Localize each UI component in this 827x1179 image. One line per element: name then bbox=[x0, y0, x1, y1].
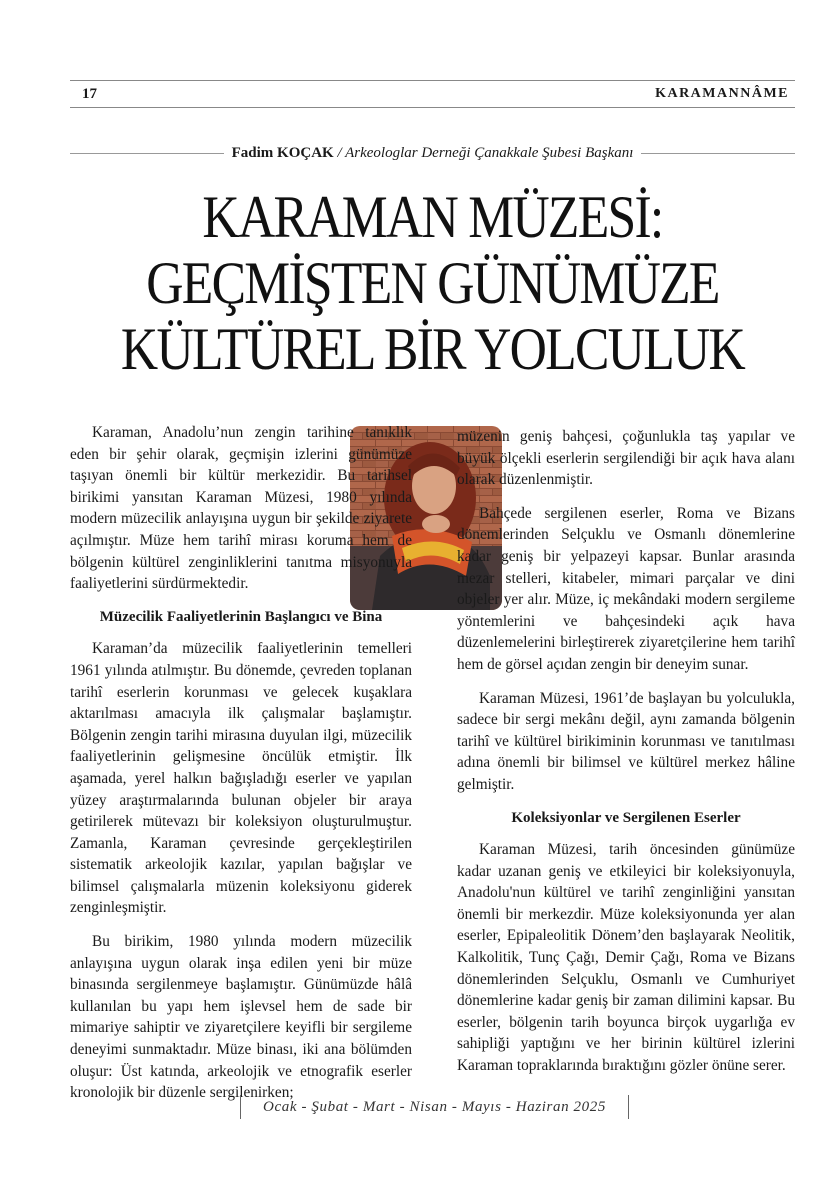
photo-wrap-spacer bbox=[373, 426, 457, 631]
paragraph-building: Bu birikim, 1980 yılında modern müzecilik anlayışına uygun olarak inşa edilen yeni bir müze binasında sergilenmeye başlamıştır. Günümüzde hâlâ kullanılan bu yapı hem işlevsel hem de sade bir mimariye sahiptir ve ziyaretçilere keyifli bir sergileme deneyimi sunmaktadır. Müze binası, iki ana bölümden oluşur: Üst katında, arkeolojik ve etnografik eserler kronolojik bir düzenle sergilenirken; bbox=[70, 933, 412, 1102]
issue-footer bbox=[240, 1095, 629, 1119]
intro-paragraph: Karaman, Anadolu’nun zengin tarihine tanıklık eden bir şehir olarak, geçmişin izlerini günümüze taşıyan önemli bir kültür merkezidir. Bu tarihsel birikimi yansıtan Karaman Müzesi, 1980 yılında modern müzecilik anlayışına uygun bir şekilde ziyarete açılmıştır. Müze hem tarihî mirası koruma hem de bölgenin kültürel zenginliklerini tanıtma misyonuyla faaliyetlerini sürdürmektedir. bbox=[70, 424, 412, 593]
title-line-2: GEÇMİŞTEN GÜNÜMÜZE bbox=[146, 250, 719, 316]
author-role: / Arkeologlar Derneği Çanakkale Şubesi Başkanı bbox=[337, 144, 634, 161]
left-column bbox=[70, 422, 412, 1116]
page-number: 17 bbox=[82, 86, 97, 102]
header-rule-top bbox=[70, 80, 795, 81]
paragraph-collections: Karaman Müzesi, tarih öncesinden günümüze kadar uzanan geniş ve etkileyici bir koleksiyonuyla, Anadolu'nun kültürel ve tarihî zenginliğini yansıtan önemli bir merkezdir. Müze koleksiyonunda yer alan eserler, Epipaleolitik Dönem’den başlayarak Neolitik, Kalkolitik, Tunç Çağı, Demir Çağı, Roma ve Bizans dönemlerinden Selçuklu, Osmanlı ve Cumhuriyet dönemlerine kadar geniş bir zaman dilimini kapsar. Bu eserler, bölgenin tarih boyunca birçok uygarlığa ev sahipliği yaptığını ve her birinin kültürel izlerini Karaman topraklarında bıraktığını gözler önüne serer. bbox=[457, 841, 795, 1075]
byline-rule-left bbox=[70, 153, 224, 154]
header-rule-bottom bbox=[70, 107, 795, 108]
magazine-name: KARAMANNÂME bbox=[655, 86, 789, 101]
title-line-1: KARAMAN MÜZESİ: bbox=[202, 184, 663, 250]
byline bbox=[224, 145, 642, 162]
section-heading-collections: Koleksiyonlar ve Sergilenen Eserler bbox=[511, 809, 741, 826]
author-name: Fadim KOÇAK bbox=[231, 144, 334, 161]
byline-rule-right bbox=[641, 153, 795, 154]
paragraph-garden: müzenin geniş bahçesi, çoğunlukla taş yapılar ve büyük ölçekli eserlerin sergilendiği bir açık hava alanı olarak düzenlenmiştir. bbox=[457, 428, 795, 489]
right-column bbox=[457, 426, 795, 1089]
paragraph-garden-works: Bahçede sergilenen eserler, Roma ve Bizans dönemlerinden Selçuklu ve Osmanlı dönemlerine kadar geniş bir yelpazeyi kapsar. Bunlar arasında mezar stelleri, kitabeler, mimari parçalar ve dini objeler yer alır. Müze, iç mekândaki modern sergileme yöntemlerini ve bahçesindeki açık hava düzenlemelerini birleştirerek ziyaretçilerine hem tarihî hem de görsel açıdan zengin bir deneyim sunar. bbox=[457, 504, 795, 673]
section-heading-beginnings: Müzecilik Faaliyetlerinin Başlangıcı ve Bina bbox=[99, 608, 383, 625]
paragraph-history: Karaman’da müzecilik faaliyetlerinin temelleri 1961 yılında atılmıştır. Bu dönemde, çevreden toplanan tarihî eserlerin korunması ve gelecek kuşaklara aktarılması amacıyla ilk çalışmalar başlamıştır. Bölgenin zengin tarihi mirasına duyulan ilgi, müzecilik faaliyetlerinin gelişmesine öncülük etmiştir. İlk aşamada, yerel halkın bağışladığı eserler ve yapılan yüzey araştırmalarında bulunan objeler bir araya getirilerek mütevazı bir koleksiyon oluşturulmuştur. Zamanla, Karaman çevresinde gerçekleştirilen sistematik arkeolojik kazılar, yapılan bağışlar ve bilimsel çalışmalarla müzenin koleksiyonu giderek zenginleşmiştir. bbox=[70, 640, 412, 917]
title-line-3: KÜLTÜREL BİR YOLCULUK bbox=[120, 316, 745, 382]
issue-dates: Ocak - Şubat - Mart - Nisan - Mayıs - Haziran 2025 bbox=[263, 1098, 606, 1115]
byline-row bbox=[70, 142, 795, 164]
paragraph-journey: Karaman Müzesi, 1961’de başlayan bu yolculukla, sadece bir sergi mekânı değil, aynı zamanda bölgenin tarihî ve kültürel birikiminin korunması ve tanıtılması adına önemli bir bilimsel ve kültürel merkez hâline gelmiştir. bbox=[457, 689, 795, 793]
article-title bbox=[70, 184, 795, 382]
